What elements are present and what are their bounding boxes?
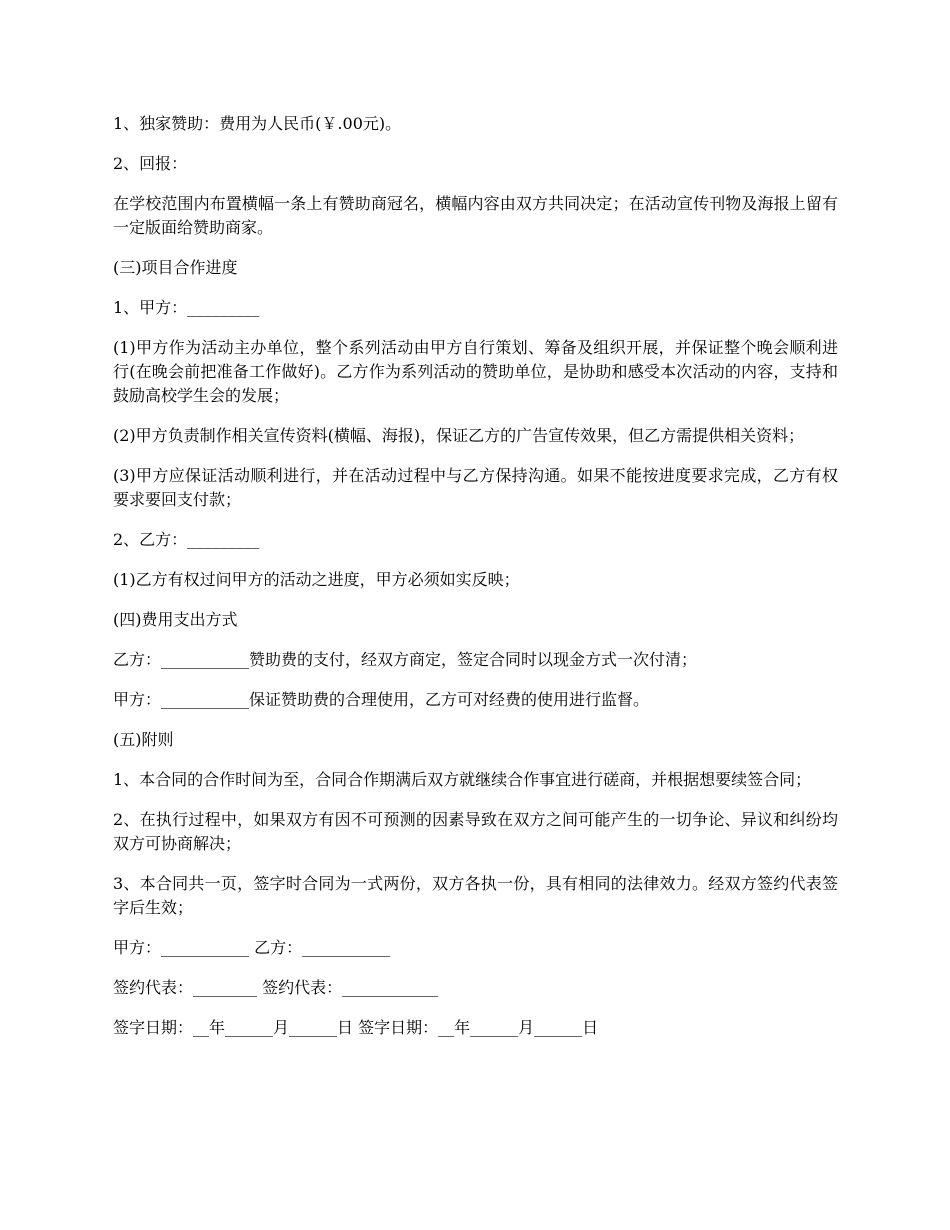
party-b-line: 2、乙方：_________ [113, 530, 260, 549]
section-heading-progress: (三)项目合作进度 [113, 258, 238, 277]
party-a-duty-1: (1)甲方作为活动主办单位，整个系列活动由甲方自行策划、筹备及组织开展，并保证整个晚会顺利进行(在晚会前把准备工作做好)。乙方作为系列活动的赞助单位，是协助和感受本次活动的内容，支持和鼓励高校学生会的发展； [113, 338, 838, 405]
party-b-duty-1: (1)乙方有权过问甲方的活动之进度，甲方必须如实反映； [113, 570, 520, 589]
appendix-clause-1: 1、本合同的合作时间为至，合同合作期满后双方就继续合作事宜进行磋商，并根据想要续签合同； [113, 770, 812, 789]
payment-party-b: 乙方：___________赞助费的支付，经双方商定，签定合同时以现金方式一次付清； [113, 650, 698, 669]
signature-dates-line: 签字日期：__年______月______日 签字日期：__年______月______日 [113, 1018, 599, 1037]
party-a-duty-2: (2)甲方负责制作相关宣传资料(横幅、海报)，保证乙方的广告宣传效果，但乙方需提供相关资料； [113, 426, 805, 445]
return-heading: 2、回报： [113, 154, 188, 173]
signature-parties-line: 甲方：___________ 乙方：___________ [113, 938, 391, 957]
section-heading-payment: (四)费用支出方式 [113, 610, 238, 629]
sponsorship-fee-clause: 1、独家赞助：费用为人民币(￥.00元)。 [113, 114, 402, 133]
party-a-line: 1、甲方：_________ [113, 298, 260, 317]
party-a-duty-3: (3)甲方应保证活动顺利进行，并在活动过程中与乙方保持沟通。如果不能按进度要求完成，乙方有权要求要回支付款； [113, 466, 838, 509]
appendix-clause-3: 3、本合同共一页，签字时合同为一式两份，双方各执一份，具有相同的法律效力。经双方签约代表签字后生效； [113, 874, 838, 917]
return-detail-paragraph: 在学校范围内布置横幅一条上有赞助商冠名，横幅内容由双方共同决定；在活动宣传刊物及海报上留有一定版面给赞助商家。 [113, 194, 838, 237]
section-heading-appendix: (五)附则 [113, 730, 174, 749]
signature-representatives-line: 签约代表：________ 签约代表：____________ [113, 978, 439, 997]
document-body [113, 112, 838, 1056]
payment-party-a: 甲方：___________保证赞助费的合理使用，乙方可对经费的使用进行监督。 [113, 690, 650, 709]
appendix-clause-2: 2、在执行过程中，如果双方有因不可预测的因素导致在双方之间可能产生的一切争论、异议和纠纷均双方可协商解决； [113, 810, 838, 853]
